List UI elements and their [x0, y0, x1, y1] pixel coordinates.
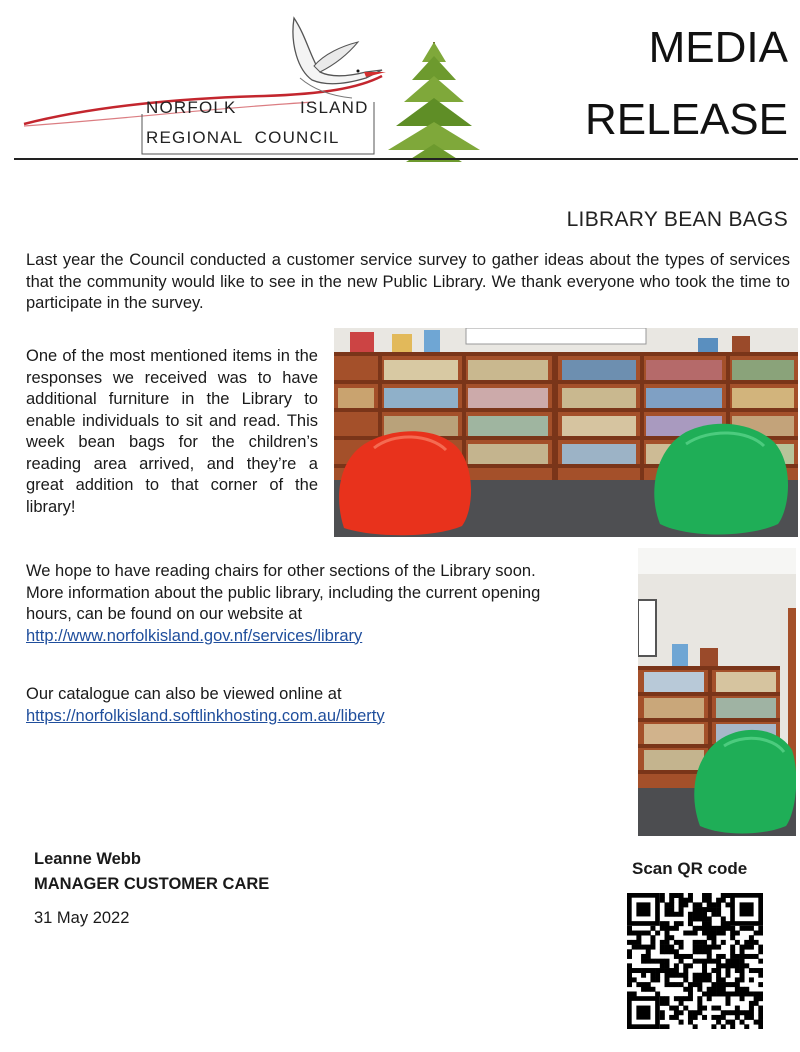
- logo-text-norfolk: NORFOLK: [146, 98, 237, 117]
- media-heading: MEDIA: [648, 23, 788, 72]
- library-corner-photo: [638, 548, 796, 836]
- logo-text-island: ISLAND: [300, 98, 369, 117]
- hope-line-2: More information about the public library, including the current opening: [26, 583, 541, 602]
- intro-paragraph: Last year the Council conducted a customer service survey to gather ideas about the types of services that the community would like to see in the new Public Library. We thank everyone who took the time to participate in the survey.: [26, 251, 790, 312]
- logo-text-regional-council: REGIONAL COUNCIL: [146, 128, 340, 147]
- library-website-link[interactable]: http://www.norfolkisland.gov.nf/services/library: [26, 626, 363, 645]
- catalogue-link[interactable]: https://norfolkisland.softlinkhosting.com.au/liberty: [26, 706, 385, 725]
- council-logo: [14, 6, 514, 166]
- furniture-paragraph: One of the most mentioned items in the responses we received was to have additional furniture in the Library to enable individuals to sit and read. This week bean bags for the children’s reading area arrived, and they’re a great addition to that corner of the library!: [26, 347, 318, 516]
- hope-line-3: hours, can be found on our website at: [26, 605, 303, 623]
- hope-paragraph: [26, 561, 626, 647]
- catalogue-paragraph: [26, 684, 626, 727]
- catalogue-text: Our catalogue can also be viewed online at: [26, 685, 342, 703]
- signatory-name: Leanne Webb: [34, 850, 141, 868]
- release-date: 31 May 2022: [34, 909, 130, 927]
- qr-label: Scan QR code: [632, 859, 748, 878]
- header-divider: [14, 158, 798, 160]
- article-headline: LIBRARY BEAN BAGS: [566, 208, 788, 231]
- norfolk-pine-icon: [388, 42, 480, 162]
- hope-line-1: We hope to have reading chairs for other sections of the Library soon.: [26, 562, 536, 580]
- library-beanbags-photo: [334, 328, 798, 537]
- release-heading: RELEASE: [585, 95, 788, 144]
- signatory-title: MANAGER CUSTOMER CARE: [34, 875, 270, 893]
- qr-code-graphic: [627, 893, 763, 1029]
- qr-code[interactable]: [627, 893, 763, 1029]
- bird-icon: [293, 18, 386, 98]
